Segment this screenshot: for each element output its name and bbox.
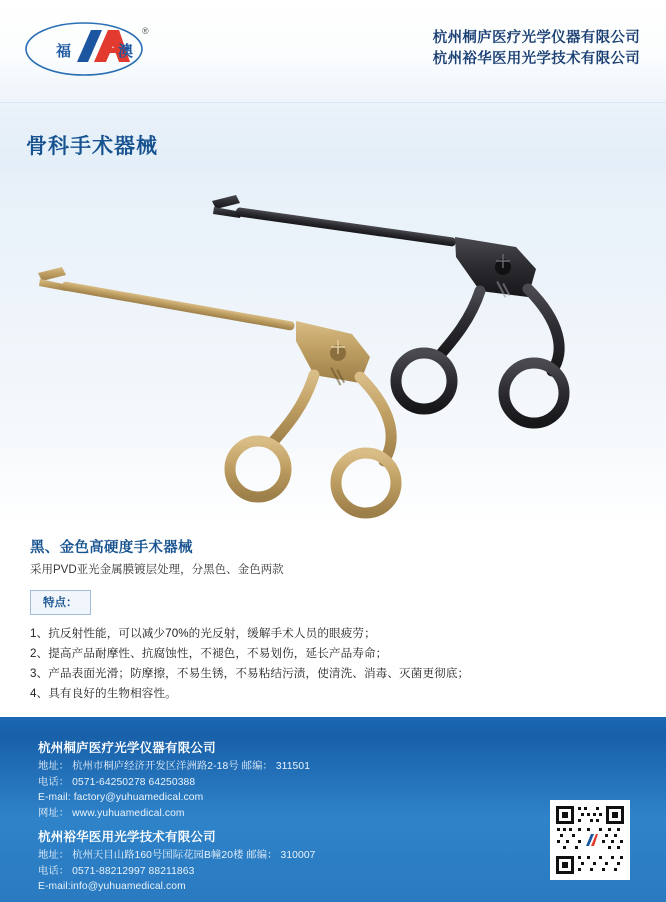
footer-company-2-phone: 电话： 0571-88212997 88211863: [38, 865, 195, 877]
black-instrument: [212, 195, 564, 423]
footer-company-1-website[interactable]: 网址： www.yuhuamedical.com: [38, 807, 185, 819]
header-company-1: 杭州桐庐医疗光学仪器有限公司: [432, 30, 640, 46]
footer-company-2-address: 地址： 杭州天目山路160号国际花园B幢20楼 邮编： 310007: [38, 850, 316, 861]
list-item: 2、提高产品耐摩性、抗腐蚀性，不褪色，不易划伤，延长产品寿命；: [30, 647, 388, 660]
footer-company-1-email[interactable]: E-mail: factory@yuhuamedical.com: [38, 792, 204, 803]
page-footer: [0, 717, 666, 902]
list-item: 3、产品表面光滑；防摩擦，不易生锈，不易粘结污渍，使清洗、消毒、灭菌更彻底；: [30, 667, 470, 680]
svg-text:福: 福: [56, 42, 72, 60]
header-company-names: [433, 28, 640, 70]
product-name: 黑、金色高硬度手术器械: [30, 540, 193, 556]
svg-text:®: ®: [142, 26, 149, 36]
svg-text:澳: 澳: [118, 42, 134, 60]
footer-company-2-email[interactable]: E-mail:info@yuhuamedical.com: [38, 881, 186, 892]
list-item: 4、具有良好的生物相容性。: [30, 687, 177, 700]
header-company-2: 杭州裕华医用光学技术有限公司: [432, 51, 640, 67]
product-description: 采用PVD亚光金属膜镀层处理，分黑色、金色两款: [30, 564, 284, 576]
page-header: [0, 0, 666, 103]
surgical-instruments-illustration: [0, 171, 666, 529]
footer-company-1-phone: 电话： 0571-64250278 64250388: [38, 776, 196, 788]
footer-company-1-name: 杭州桐庐医疗光学仪器有限公司: [38, 741, 216, 755]
feature-list: [30, 624, 636, 704]
footer-company-2-name: 杭州裕华医用光学技术有限公司: [38, 830, 216, 844]
logo-icon: [22, 18, 162, 80]
footer-contact-block: [38, 732, 508, 895]
page-title: 骨科手术器械: [26, 135, 158, 158]
list-item: 1、抗反射性能，可以减少70%的光反射，缓解手术人员的眼疲劳；: [30, 627, 376, 640]
features-label: 特点：: [30, 590, 91, 615]
footer-company-1-address: 地址： 杭州市桐庐经济开发区洋洲路2-18号 邮编： 311501: [38, 761, 311, 772]
company-logo: [22, 18, 162, 80]
gold-instrument: [38, 267, 396, 513]
product-info: [0, 536, 666, 704]
product-photo: [0, 171, 666, 529]
qr-code-icon: [553, 803, 627, 877]
qr-code[interactable]: [550, 800, 630, 880]
